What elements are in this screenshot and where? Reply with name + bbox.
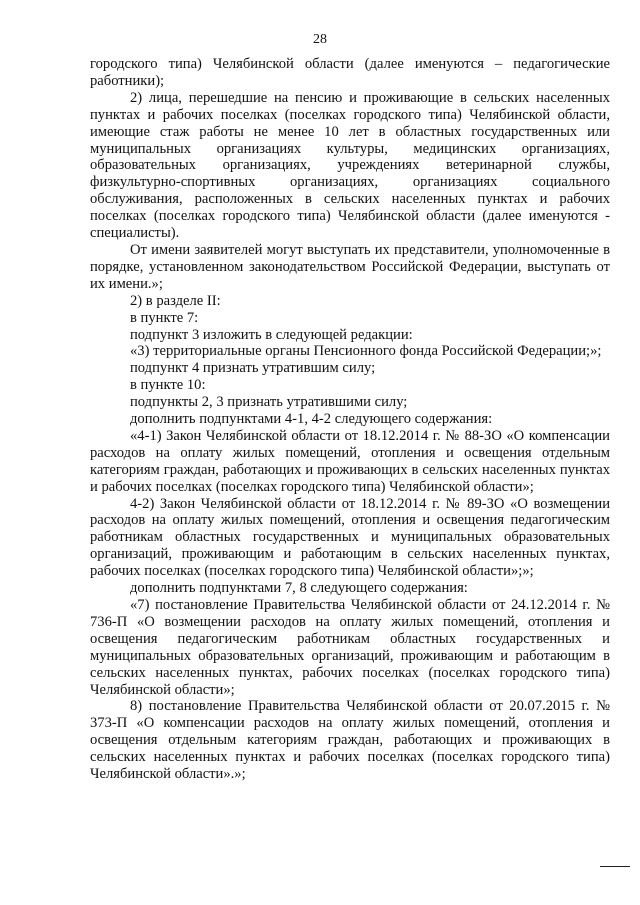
paragraph-resolution-736-p: «7) постановление Правительства Челябинской области от 24.12.2014 г. № 736-П «О возмещении расходов на оплату жилых помещений, отопления и освещения педагогическим работникам областных государственных и муниципальных образовательных организаций, проживающим и работающим в сельских населенных пунктах, рабочих поселках (поселках городского типа) Челябинской области»;: [90, 597, 610, 698]
paragraph-law-89-zo: 4-2) Закон Челябинской области от 18.12.2014 г. № 89-ЗО «О возмещении расходов на оплату жилых помещений, отопления и освещения педагогическим работникам областных государственных и муниципальных образовательных организаций, проживающим и работающим в сельских населенных пунктах, рабочих поселках (поселках городского типа) Челябинской области»;»;: [90, 495, 610, 580]
paragraph-section-ii: 2) в разделе II:: [130, 292, 221, 309]
paragraph-subpoint-4-void: подпункт 4 признать утратившим силу;: [130, 360, 376, 377]
paragraph-point-7: в пункте 7:: [130, 309, 199, 326]
paragraph-continuation: городского типа) Челябинской области (далее именуются – педагогические работники);: [90, 56, 610, 89]
paragraph-resolution-373-p: 8) постановление Правительства Челябинской области от 20.07.2015 г. № 373-П «О компенсации расходов на оплату жилых помещений, отопления и освещения отдельным категориям граждан, работающих и проживающих в сельских населенных пунктах и рабочих поселках (поселках городского типа) Челябинской области».»;: [90, 698, 610, 783]
paragraph-item-2-pensioners: 2) лица, перешедшие на пенсию и проживающие в сельских населенных пунктах и рабочих поселках (поселках городского типа) Челябинской области, имеющие стаж работы не менее 10 лет в областных государственных или муниципальных организациях культуры, медицинских организациях, образовательных организациях, учреждениях ветеринарной службы, физкультурно-спортивных организациях, организациях социального обслуживания, расположенных в сельских населенных пунктах и рабочих поселках (поселках городского типа) Челябинской области (далее именуются - специалисты).: [90, 89, 610, 242]
paragraph-subpoints-2-3-void: подпункты 2, 3 признать утратившими силу;: [130, 394, 408, 411]
page-number: 28: [313, 32, 327, 47]
paragraph-add-4-1-4-2: дополнить подпунктами 4-1, 4-2 следующего содержания:: [130, 411, 493, 428]
paragraph-law-88-zo: «4-1) Закон Челябинской области от 18.12.2014 г. № 88-ЗО «О компенсации расходов на оплату жилых помещений, отопления и освещения отдельным категориям граждан, работающих и проживающих в сельских населенных пунктах и рабочих поселках (поселках городского типа) Челябинской области»;: [90, 427, 610, 495]
paragraph-add-7-8: дополнить подпунктами 7, 8 следующего содержания:: [130, 580, 468, 597]
paragraph-point-10: в пункте 10:: [130, 377, 206, 394]
paragraph-subpoint-3-edit: подпункт 3 изложить в следующей редакции:: [130, 326, 413, 343]
footer-rule: [600, 866, 630, 867]
paragraph-subpoint-3-text: «3) территориальные органы Пенсионного фонда Российской Федерации;»;: [130, 343, 602, 360]
paragraph-representatives: От имени заявителей могут выступать их представители, уполномоченные в порядке, установленном законодательством Российской Федерации, выступать от их имени.»;: [90, 241, 610, 292]
document-body: [90, 56, 610, 783]
